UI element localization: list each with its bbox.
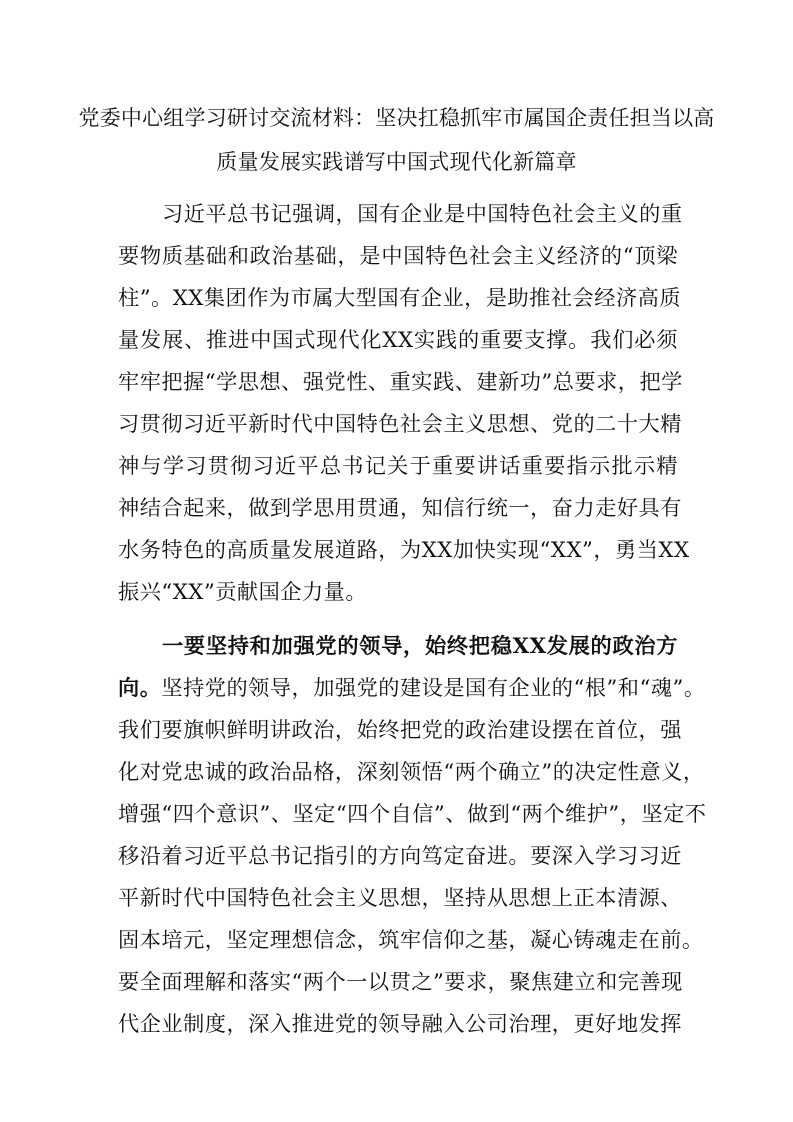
paragraph-1-line: 牢牢把握“学思想、强党性、重实践、建新功”总要求，把学 bbox=[118, 369, 683, 394]
section-heading: 一要坚持和加强党的领导，始终把稳XX发展的政治方 bbox=[162, 633, 678, 658]
paragraph-2-line: 平新时代中国特色社会主义思想，坚持从思想上正本清源、 bbox=[118, 885, 682, 910]
paragraph-1-line: 神结合起来，做到学思用贯通，知信行统一，奋力走好具有 bbox=[118, 495, 682, 520]
document-title-line-1: 党委中心组学习研讨交流材料：坚决扛稳抓牢市属国企责任担当以高 bbox=[78, 106, 715, 130]
paragraph-2-line: 我们要旗帜鲜明讲政治，始终把党的政治建设摆在首位，强 bbox=[118, 717, 682, 742]
paragraph-1-line: 习贯彻习近平新时代中国特色社会主义思想、党的二十大精 bbox=[118, 411, 682, 436]
paragraph-1-line: 习近平总书记强调，国有企业是中国特色社会主义的重 bbox=[162, 201, 683, 226]
paragraph-2-line: 化对党忠诚的政治品格，深刻领悟“两个确立”的决定性意义， bbox=[118, 759, 705, 784]
paragraph-2-line: 移沿着习近平总书记指引的方向笃定奋进。要深入学习习近 bbox=[118, 843, 682, 868]
paragraph-2-line: 要全面理解和落实“两个一以贯之”要求，聚焦建立和完善现 bbox=[118, 969, 683, 994]
document-title-line-2: 质量发展实践谱写中国式现代化新篇章 bbox=[216, 150, 577, 174]
paragraph-1-line: 要物质基础和政治基础，是中国特色社会主义经济的“顶梁 bbox=[118, 243, 678, 268]
paragraph-2-line: 固本培元，坚定理想信念，筑牢信仰之基，凝心铸魂走在前。 bbox=[118, 927, 704, 952]
section-heading-end: 向。 bbox=[118, 675, 162, 700]
paragraph-2-line: 代企业制度，深入推进党的领导融入公司治理，更好地发挥 bbox=[118, 1011, 682, 1036]
paragraph-2-line: 增强“四个意识”、坚定“四个自信”、做到“两个维护”，坚定不 bbox=[118, 801, 707, 826]
paragraph-2-line bbox=[118, 672, 706, 702]
paragraph-1-line: 量发展、推进中国式现代化XX实践的重要支撑。我们必须 bbox=[118, 327, 678, 352]
paragraph-1-line: 水务特色的高质量发展道路，为XX加快实现“XX”，勇当XX bbox=[118, 537, 690, 562]
paragraph-2-text: 坚持党的领导，加强党的建设是国有企业的“根”和“魂”。 bbox=[161, 675, 706, 700]
paragraph-1-line: 柱”。XX集团作为市属大型国有企业，是助推社会经济高质 bbox=[118, 285, 682, 310]
paragraph-1-line: 神与学习贯彻习近平总书记关于重要讲话重要指示批示精 bbox=[118, 453, 678, 478]
paragraph-1-line: 振兴“XX”贡献国企力量。 bbox=[118, 579, 368, 604]
